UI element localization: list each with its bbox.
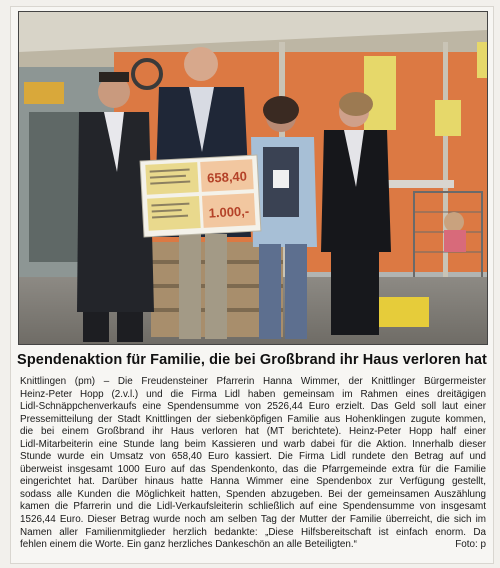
article-line: kamen die Pfarrerin und die Lidl-Verkaufsleiterin schließlich auf eine Spendensumme von insgesamt	[20, 501, 486, 513]
article-line: Pressemitteilung der Stadt Knittlingen der siebenköpfigen Familie aus Hohenklingen zugute kommen,	[20, 413, 486, 425]
article-photo	[18, 11, 488, 345]
photo-scene	[19, 12, 487, 344]
article-line: Lidl-Schnäppchenverkaufs eine Spendensumme von 2526,44 Euro erzielt. Das Geld soll laut einer	[20, 401, 486, 413]
article-line: Knittlingen (pm) – Die Freudensteiner Pfarrerin Hanna Wimmer, der Knittlinger Bürgermeister	[20, 376, 486, 387]
article-line: überweist insgesamt 1000 Euro auf das Spendenkonto, das die Pfarrgemeinde extra für die Familie	[20, 463, 486, 475]
article-line: sodass alle Kunden die Möglichkeit hatten, Spenden abzugeben. Bei der gemeinsamen Auszählung	[20, 488, 486, 500]
cheque-amount-2: 1.000,-	[208, 203, 250, 221]
cheque-board	[140, 155, 261, 237]
newspaper-clipping	[10, 6, 494, 564]
article-line: Namen aller Familienmitglieder herzlich bedankte: „Diese Hilfsbereitschaft ist einfach enorm. Da	[20, 526, 486, 538]
article-body	[20, 376, 486, 552]
article-line: 1526,44 Euro. Dieser Betrag wurde noch am selben Tag der Mutter der Familie überreicht, die sich im	[20, 514, 486, 526]
article-line: Heinz-Peter Hopp (2.v.l.) und die Firma Lidl haben gemeinsam im Rahmen eines dreitägigen	[20, 388, 486, 400]
cheque-amount-1: 658,40	[206, 168, 248, 186]
article-headline: Spendenaktion für Familie, die bei Großbrand ihr Haus verloren hat	[17, 352, 487, 368]
article-line-text: fehlen einem die Worte. Ein ganz herzliches Dankeschön an alle Beteiligten.“	[20, 539, 357, 551]
article-line: Stunde wurde ein Umsatz von 658,40 Euro kassiert. Die Firma Lidl rundete den Betrag auf und	[20, 451, 486, 463]
article-line: die bei einem Großbrand ihr Haus verloren hat (MT berichtete). Heinz-Peter Hopp half einer	[20, 426, 486, 438]
photo-credit: Foto: p	[455, 539, 486, 551]
article-line: Lidl-Mitarbeiterin eine Stunde lang beim Kassieren und warb dabei für die Aktion. Innerhalb dieser	[20, 438, 486, 450]
article-line-last	[20, 539, 486, 552]
article-line: eingerichtet hat. Darüber hinaus hatte Hanna Wimmer eine Spendenbox zur Verfügung gestellt,	[20, 476, 486, 488]
